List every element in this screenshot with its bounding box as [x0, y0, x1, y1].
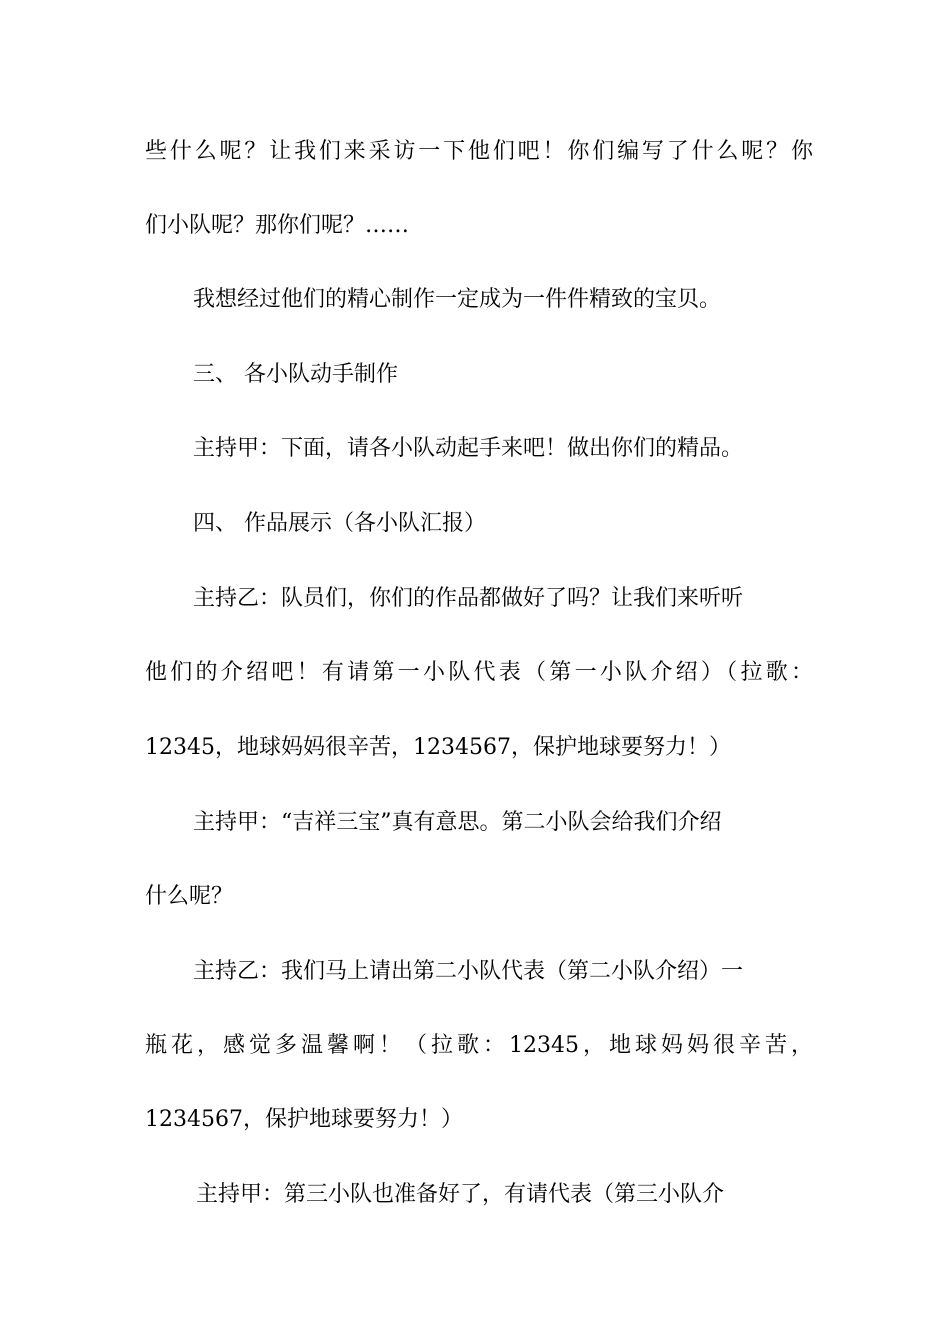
text-line: 些什么呢？让我们来采访一下他们吧！你们编写了什么呢？你 [145, 139, 813, 164]
text-line: 们小队呢？那你们呢？…… [145, 213, 410, 238]
text-line: 什么呢？ [145, 884, 234, 909]
text-line: 瓶花，感觉多温馨啊！（拉歌：12345，地球妈妈很辛苦， [145, 1033, 813, 1058]
text-line: 主持乙：我们马上请出第二小队代表（第二小队介绍）一 [193, 959, 744, 984]
text-line: 主持甲：“吉祥三宝”真有意思。第二小队会给我们介绍 [193, 810, 722, 835]
text-line: 主持甲：下面，请各小队动起手来吧！做出你们的精品。 [193, 436, 744, 461]
section-heading: 四、 作品展示（各小队汇报） [193, 511, 486, 536]
text-line: 我想经过他们的精心制作一定成为一件件精致的宝贝。 [193, 287, 722, 312]
text-line: 12345，地球妈妈很辛苦，1234567，保护地球要努力！） [145, 735, 731, 760]
text-line: 主持乙：队员们，你们的作品都做好了吗？让我们来听听 [193, 586, 744, 611]
text-line: 1234567，保护地球要努力！） [145, 1107, 463, 1132]
text-line: 主持甲：第三小队也准备好了，有请代表（第三小队介 [196, 1182, 725, 1207]
section-heading: 三、 各小队动手制作 [193, 362, 398, 387]
text-line: 他们的介绍吧！有请第一小队代表（第一小队介绍）（拉歌： [145, 660, 813, 685]
